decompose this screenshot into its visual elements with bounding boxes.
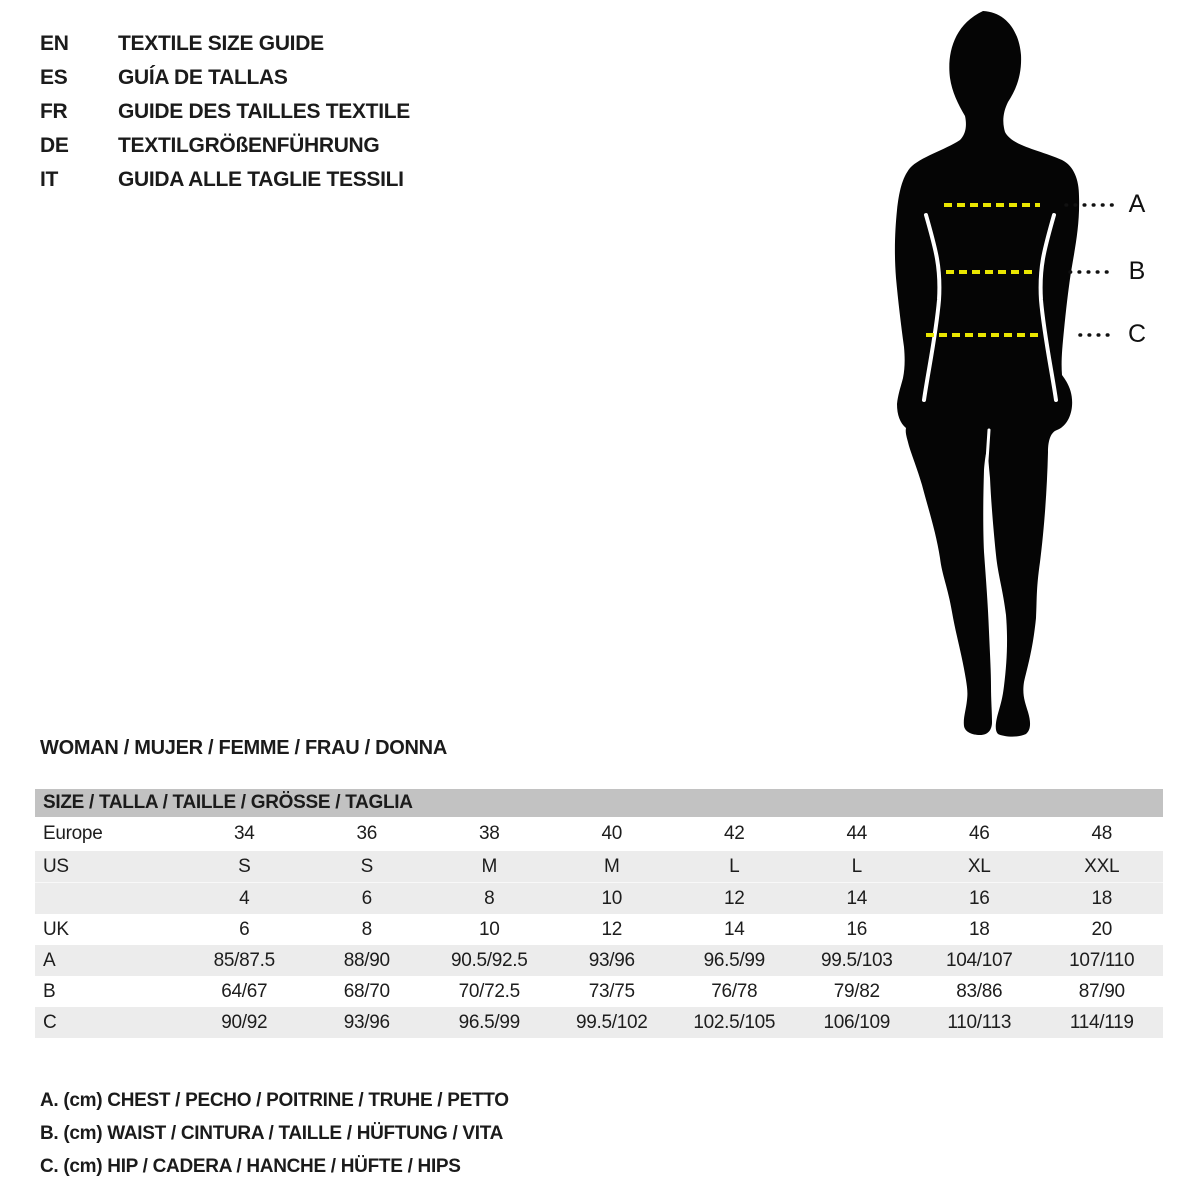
size-cell: 79/82 — [833, 980, 880, 1002]
size-cell: 87/90 — [1078, 980, 1125, 1002]
size-cell: 8 — [428, 883, 551, 915]
marker-label-waist: B — [1128, 257, 1146, 285]
size-cell: 93/96 — [306, 1007, 429, 1038]
legend-chest: A. (cm) CHEST / PECHO / POITRINE / TRUHE / PETTO — [40, 1090, 509, 1111]
language-code: EN — [40, 32, 69, 55]
size-cell: XXL — [1041, 851, 1164, 883]
size-cell: 90/92 — [183, 1007, 306, 1038]
size-cell: 14 — [723, 918, 745, 940]
row-label: B — [43, 980, 56, 1002]
size-cell: 46 — [968, 823, 990, 844]
size-cell: 68/70 — [343, 980, 390, 1002]
size-cell: 6 — [306, 883, 429, 915]
size-cell: 16 — [918, 883, 1041, 915]
woman-silhouette-figure — [850, 0, 1200, 760]
measurement-legend — [40, 1084, 509, 1183]
language-code: IT — [40, 168, 59, 191]
row-label: Europe — [43, 823, 103, 844]
size-cell: 44 — [846, 823, 868, 844]
size-cell: M — [428, 851, 551, 883]
size-cell: 34 — [233, 823, 255, 844]
size-cell: 10 — [551, 883, 674, 915]
body-measurement-figure — [850, 0, 1200, 760]
size-cell: 90.5/92.5 — [428, 945, 551, 976]
size-cell: 6 — [239, 918, 250, 940]
size-cell: 70/72.5 — [458, 980, 520, 1002]
size-cell: 14 — [796, 883, 919, 915]
language-title: GUIDA ALLE TAGLIE TESSILI — [118, 168, 404, 191]
size-cell: 110/113 — [918, 1007, 1041, 1038]
language-row-fr — [40, 95, 410, 129]
size-cell: 106/109 — [796, 1007, 919, 1038]
size-cell: 10 — [478, 918, 500, 940]
size-table — [35, 789, 1163, 1038]
row-label: A — [35, 945, 183, 976]
size-cell: XL — [918, 851, 1041, 883]
size-cell: 12 — [601, 918, 623, 940]
section-title-woman: WOMAN / MUJER / FEMME / FRAU / DONNA — [40, 737, 447, 759]
language-code: FR — [40, 100, 68, 123]
size-cell: 64/67 — [221, 980, 268, 1002]
language-title: GUIDE DES TAILLES TEXTILE — [118, 100, 410, 123]
table-row-europe — [35, 817, 1163, 851]
size-cell: 38 — [478, 823, 500, 844]
size-cell: 73/75 — [588, 980, 635, 1002]
size-cell: 40 — [601, 823, 623, 844]
size-cell: 102.5/105 — [673, 1007, 796, 1038]
marker-label-chest: A — [1128, 190, 1146, 218]
size-cell: 12 — [673, 883, 796, 915]
size-cell: S — [183, 851, 306, 883]
size-cell: 104/107 — [918, 945, 1041, 976]
size-cell: 85/87.5 — [183, 945, 306, 976]
language-row-es — [40, 61, 410, 95]
marker-label-hip: C — [1127, 320, 1147, 348]
row-label: C — [35, 1007, 183, 1038]
size-cell: 114/119 — [1041, 1007, 1164, 1038]
language-row-it — [40, 163, 410, 197]
row-label: US — [35, 851, 183, 883]
size-cell: 107/110 — [1041, 945, 1164, 976]
language-code: ES — [40, 66, 68, 89]
size-cell: 18 — [1041, 883, 1164, 915]
language-row-de — [40, 129, 410, 163]
size-cell: 18 — [968, 918, 990, 940]
table-row-us-numbers — [35, 883, 1163, 915]
table-row-us-letters — [35, 851, 1163, 883]
size-cell: 99.5/102 — [551, 1007, 674, 1038]
language-title: GUÍA DE TALLAS — [118, 66, 288, 89]
size-cell: 96.5/99 — [428, 1007, 551, 1038]
table-row-uk — [35, 914, 1163, 945]
language-row-en — [40, 27, 410, 61]
size-cell: 42 — [723, 823, 745, 844]
table-row-waist-b — [35, 976, 1163, 1007]
size-cell: 8 — [361, 918, 372, 940]
size-cell: 93/96 — [551, 945, 674, 976]
size-cell: 36 — [356, 823, 378, 844]
row-label — [35, 883, 183, 915]
size-cell: 76/78 — [711, 980, 758, 1002]
legend-hip: C. (cm) HIP / CADERA / HANCHE / HÜFTE / HIPS — [40, 1156, 461, 1177]
size-table-header: SIZE / TALLA / TAILLE / GRÖSSE / TAGLIA — [35, 789, 1163, 817]
table-row-hip-c — [35, 1007, 1163, 1038]
table-row-chest-a — [35, 945, 1163, 976]
language-code: DE — [40, 134, 69, 157]
language-title: TEXTILE SIZE GUIDE — [118, 32, 324, 55]
size-cell: L — [796, 851, 919, 883]
size-cell: M — [551, 851, 674, 883]
size-cell: L — [673, 851, 796, 883]
size-cell: 83/86 — [956, 980, 1003, 1002]
language-title-list — [40, 27, 410, 197]
size-cell: 16 — [846, 918, 868, 940]
language-title: TEXTILGRÖßENFÜHRUNG — [118, 134, 380, 157]
size-cell: S — [306, 851, 429, 883]
size-cell: 4 — [183, 883, 306, 915]
size-cell: 88/90 — [306, 945, 429, 976]
size-cell: 96.5/99 — [673, 945, 796, 976]
size-table-header-row — [35, 789, 1163, 817]
size-cell: 48 — [1091, 823, 1113, 844]
legend-waist: B. (cm) WAIST / CINTURA / TAILLE / HÜFTUNG / VITA — [40, 1123, 504, 1144]
row-label: UK — [43, 918, 69, 940]
size-cell: 99.5/103 — [796, 945, 919, 976]
size-cell: 20 — [1091, 918, 1113, 940]
